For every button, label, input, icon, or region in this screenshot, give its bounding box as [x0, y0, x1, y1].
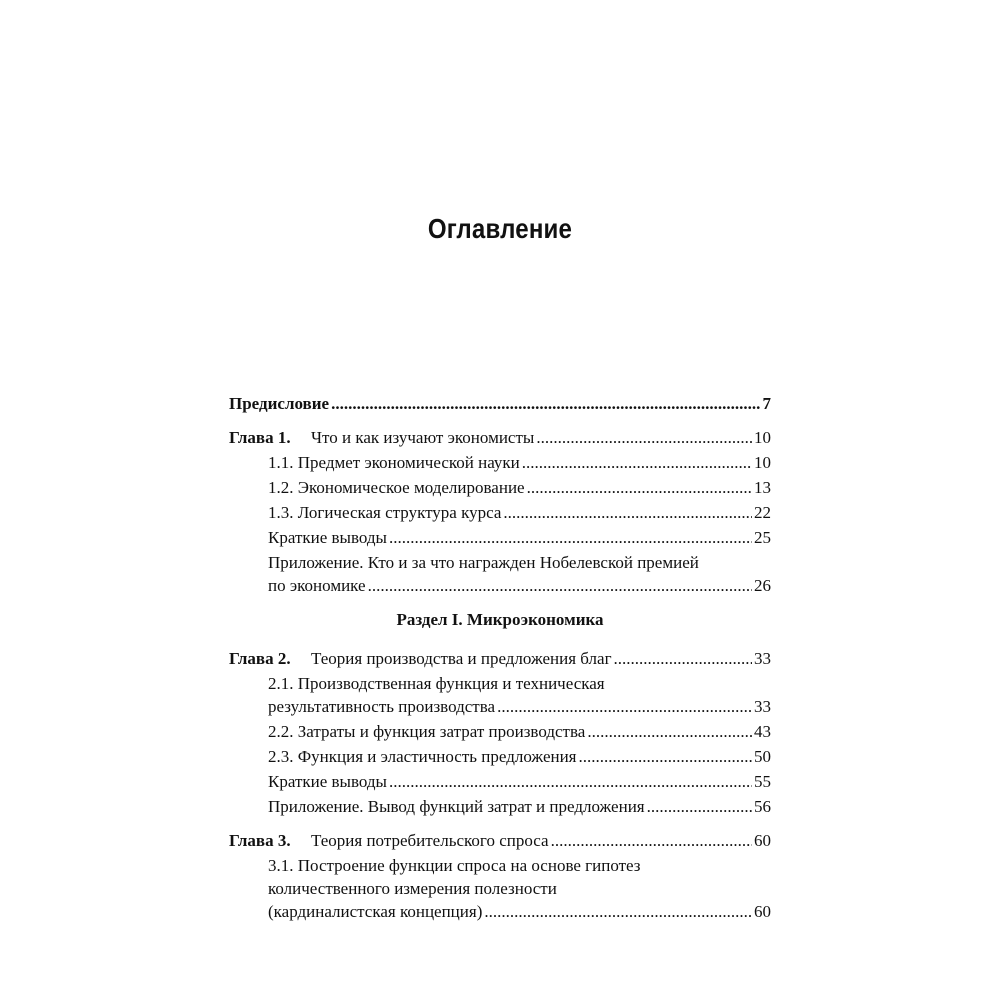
section-heading: Раздел I. Микроэкономика — [396, 610, 604, 629]
page-number: 33 — [754, 649, 771, 668]
toc-entry-text: Приложение. Кто и за что награжден Нобелевской премией — [268, 553, 699, 572]
toc-entry-1-summary[interactable] — [229, 526, 771, 549]
chapter-label: Глава 2. — [229, 649, 291, 668]
chapter-title: Теория потребительского спроса — [311, 831, 549, 850]
chapter-label: Глава 1. — [229, 428, 291, 447]
dot-leader — [389, 770, 752, 793]
page-number: 33 — [754, 697, 771, 716]
chapter-label: Глава 3. — [229, 831, 291, 850]
page-number: 10 — [754, 453, 771, 472]
toc-entry-text: результативность производства — [268, 697, 496, 716]
dot-leader — [368, 574, 752, 597]
page-number: 50 — [754, 747, 771, 766]
toc-entry-text: Приложение. Вывод функций затрат и предложения — [268, 797, 645, 816]
toc-entry-1-1[interactable] — [229, 451, 771, 474]
toc-entry-chapter-2[interactable] — [229, 647, 771, 670]
page-number: 13 — [754, 478, 771, 497]
toc-entry-chapter-1[interactable] — [229, 426, 771, 449]
toc-entry-2-3[interactable] — [229, 745, 771, 768]
dot-leader — [331, 392, 760, 415]
toc-entry-3-1[interactable] — [229, 854, 771, 923]
toc-entry-text: Краткие выводы — [268, 528, 387, 547]
toc-entry-2-1[interactable] — [229, 672, 771, 718]
dot-leader — [551, 829, 752, 852]
dot-leader — [527, 476, 752, 499]
toc-entry-text: 1.1. Предмет экономической науки — [268, 453, 520, 472]
dot-leader — [536, 426, 752, 449]
dot-leader — [579, 745, 753, 768]
dot-leader — [614, 647, 752, 670]
page-number: 22 — [754, 503, 771, 522]
toc-entry-text: 2.3. Функция и эластичность предложения — [268, 747, 577, 766]
page-title: Оглавление — [427, 213, 573, 244]
toc-entry-1-3[interactable] — [229, 501, 771, 524]
toc-entry-text: 3.1. Построение функции спроса на основе гипотез — [268, 856, 641, 875]
toc-entry-2-appendix[interactable] — [229, 795, 771, 818]
toc-entry-2-2[interactable] — [229, 720, 771, 743]
toc-entry-1-appendix[interactable] — [229, 551, 771, 597]
dot-leader — [587, 720, 752, 743]
toc-entry-text: 1.3. Логическая структура курса — [268, 503, 502, 522]
dot-leader — [647, 795, 752, 818]
page-number: 56 — [754, 797, 771, 816]
toc-entry-chapter-3[interactable] — [229, 829, 771, 852]
dot-leader — [484, 900, 752, 923]
page-number: 7 — [762, 394, 771, 413]
toc-entry-1-2[interactable] — [229, 476, 771, 499]
toc-entry-text: 2.1. Производственная функция и техническая — [268, 674, 605, 693]
page-number: 10 — [754, 428, 771, 447]
page-number: 26 — [754, 576, 771, 595]
page-number: 25 — [754, 528, 771, 547]
page-number: 60 — [754, 902, 771, 921]
dot-leader — [503, 501, 752, 524]
chapter-title: Теория производства и предложения благ — [311, 649, 612, 668]
toc-entry-text: (кардиналистская концепция) — [268, 902, 483, 921]
toc-entry-text: Краткие выводы — [268, 772, 387, 791]
toc-entry-text: 1.2. Экономическое моделирование — [268, 478, 525, 497]
page-number: 60 — [754, 831, 771, 850]
page-number: 55 — [754, 772, 771, 791]
toc-entry-text: количественного измерения полезности — [268, 879, 557, 898]
table-of-contents — [229, 392, 771, 923]
page-number: 43 — [754, 722, 771, 741]
toc-entry-2-summary[interactable] — [229, 770, 771, 793]
toc-entry-text: по экономике — [268, 576, 366, 595]
dot-leader — [497, 695, 752, 718]
chapter-title: Что и как изучают экономисты — [311, 428, 535, 447]
toc-entry-text: 2.2. Затраты и функция затрат производства — [268, 722, 586, 741]
dot-leader — [389, 526, 752, 549]
toc-entry-text: Предисловие — [229, 394, 330, 413]
dot-leader — [522, 451, 752, 474]
toc-entry-preface[interactable] — [229, 392, 771, 415]
